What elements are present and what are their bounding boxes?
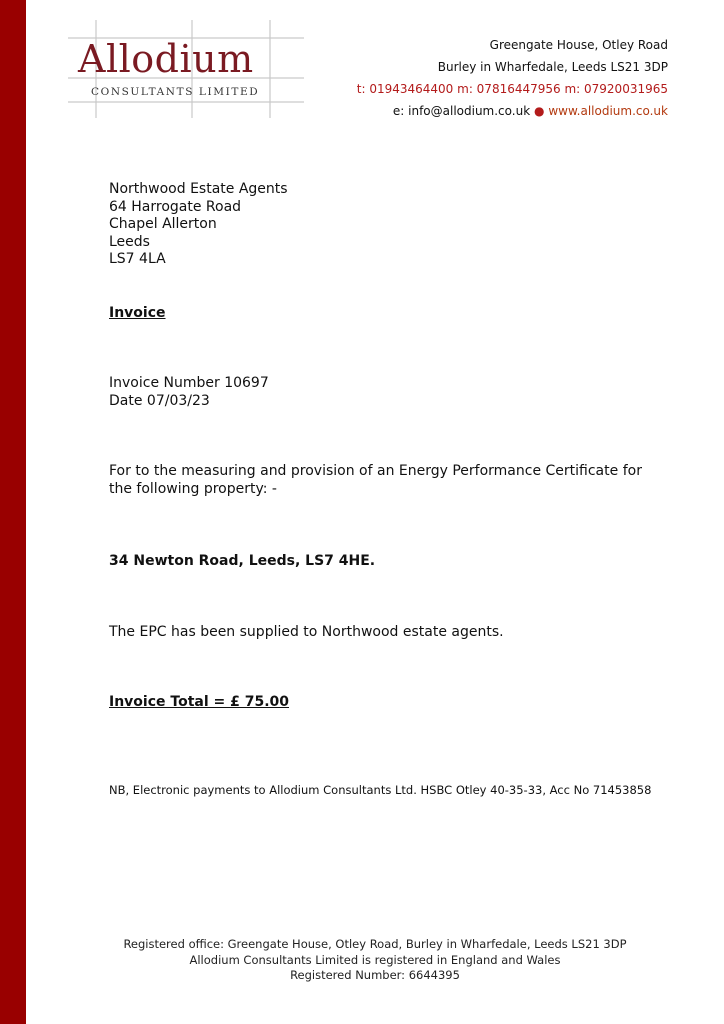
recipient-line: Chapel Allerton	[109, 216, 217, 233]
contact-phone-numbers: t: 01943464400 m: 07816447956 m: 07920031965	[356, 82, 668, 96]
contact-address-line-2: Burley in Wharfedale, Leeds LS21 3DP	[437, 60, 668, 74]
recipient-line: Northwood Estate Agents	[109, 181, 288, 197]
bullet-separator-icon: ●	[534, 104, 545, 118]
footer-line-2: Allodium Consultants Limited is registered in England and Wales	[189, 952, 561, 967]
logo-wordmark: Allodium	[78, 37, 254, 81]
contact-email-web-line	[357, 100, 668, 122]
recipient-address	[109, 181, 288, 269]
footer-line-3: Registered Number: 6644395	[290, 968, 460, 982]
property-address: 34 Newton Road, Leeds, LS7 4HE.	[109, 553, 376, 569]
company-logo	[66, 18, 306, 120]
contact-details	[357, 34, 668, 122]
registered-office-footer	[26, 937, 724, 984]
epc-supplied-note: The EPC has been supplied to Northwood estate agents.	[109, 624, 504, 640]
recipient-line: LS7 4LA	[109, 251, 166, 268]
contact-email[interactable]: e: info@allodium.co.uk	[392, 104, 531, 118]
contact-address-line-1: Greengate House, Otley Road	[489, 38, 668, 52]
footer-line-1: Registered office: Greengate House, Otley Road, Burley in Wharfedale, Leeds LS21 3DP	[123, 937, 627, 951]
logo-subtitle: CONSULTANTS LIMITED	[91, 86, 260, 98]
invoice-total: Invoice Total = £ 75.00	[109, 694, 290, 710]
payment-note: NB, Electronic payments to Allodium Consultants Ltd. HSBC Otley 40-35-33, Acc No 71453858	[109, 783, 652, 797]
invoice-date: Date 07/03/23	[109, 392, 210, 409]
invoice-description: For to the measuring and provision of an Energy Performance Certificate for the following property: -	[109, 463, 642, 497]
invoice-number: Invoice Number 10697	[109, 375, 269, 391]
left-margin-stripe	[0, 0, 26, 1024]
recipient-line: Leeds	[109, 233, 150, 250]
invoice-heading: Invoice	[109, 305, 166, 321]
contact-website[interactable]: www.allodium.co.uk	[548, 104, 668, 118]
recipient-line: 64 Harrogate Road	[109, 198, 242, 215]
invoice-meta	[109, 375, 269, 410]
